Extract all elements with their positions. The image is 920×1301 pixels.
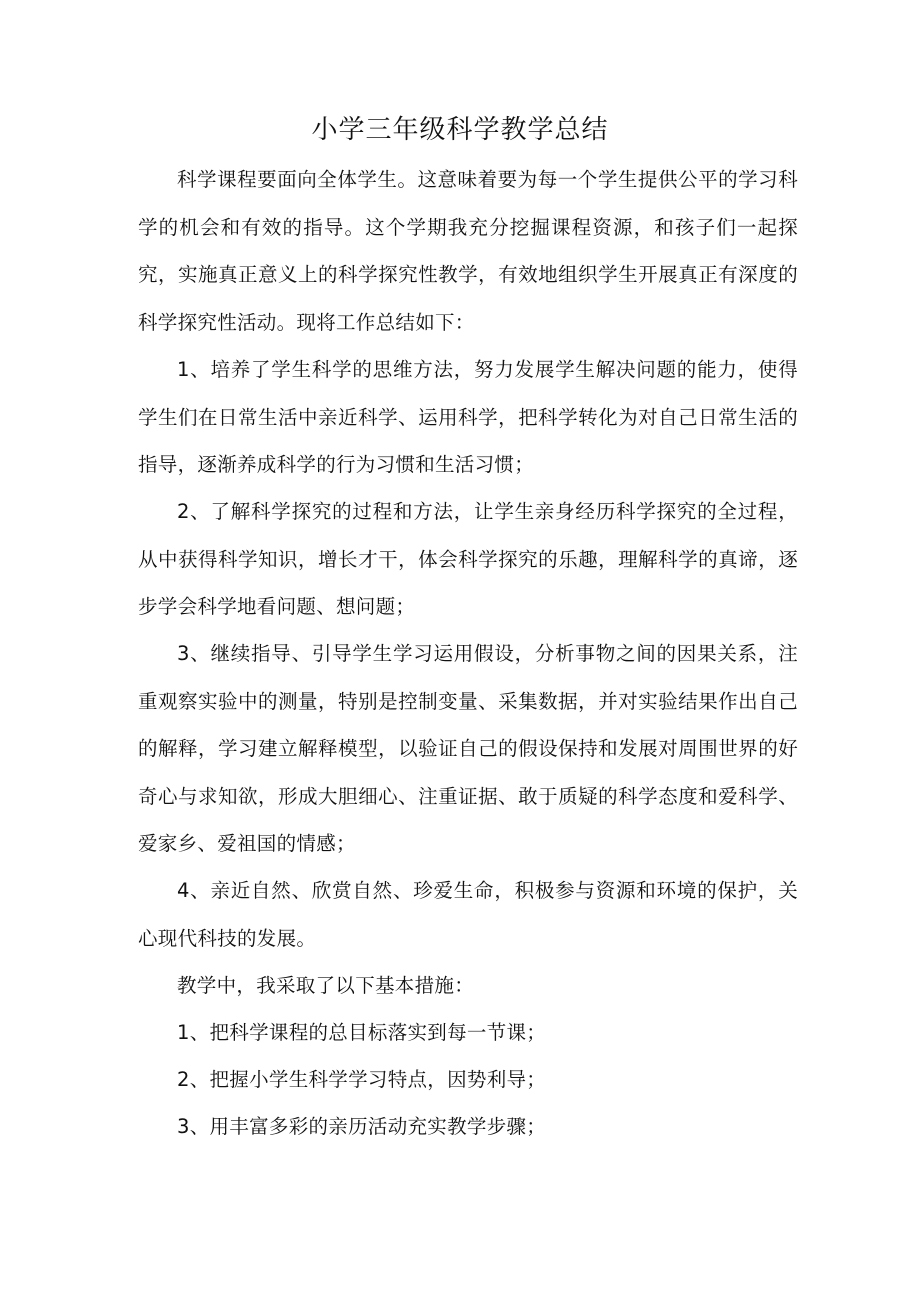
document-title: 小学三年级科学教学总结 (311, 115, 609, 145)
measure-3-paragraph: 3、用丰富多彩的亲历活动充实教学步骤； (177, 1115, 547, 1138)
point-2-paragraph: 2、了解科学探究的过程和方法，让学生亲身经历科学探究的全过程，从中获得科学知识，增长才干，体会科学探究的乐趣，理解科学的真谛，逐步学会科学地看问题、想问题； (138, 500, 798, 618)
measure-1-paragraph: 1、把科学课程的总目标落实到每一节课； (177, 1021, 547, 1044)
point-4-paragraph: 4、亲近自然、欣赏自然、珍爱生命，积极参与资源和环境的保护，关心现代科技的发展。 (138, 879, 798, 950)
measures-intro-paragraph: 教学中，我采取了以下基本措施： (177, 974, 475, 997)
measure-2-paragraph: 2、把握小学生科学学习特点，因势利导； (177, 1068, 547, 1091)
point-1-paragraph: 1、培养了学生科学的思维方法，努力发展学生解决问题的能力，使得学生们在日常生活中亲近科学、运用科学，把科学转化为对自己日常生活的指导，逐渐养成科学的行为习惯和生活习惯； (138, 358, 798, 476)
intro-paragraph: 科学课程要面向全体学生。这意味着要为每一个学生提供公平的学习科学的机会和有效的指导。这个学期我充分挖掘课程资源，和孩子们一起探究，实施真正意义上的科学探究性教学，有效地组织学生开展真正有深度的科学探究性活动。现将工作总结如下： (138, 168, 798, 334)
point-3-paragraph: 3、继续指导、引导学生学习运用假设，分析事物之间的因果关系，注重观察实验中的测量，特别是控制变量、采集数据，并对实验结果作出自己的解释，学习建立解释模型，以验证自己的假设保持和发展对周围世界的好奇心与求知欲，形成大胆细心、注重证据、敢于质疑的科学态度和爱科学、爱家乡、爱祖国的情感； (138, 642, 798, 855)
